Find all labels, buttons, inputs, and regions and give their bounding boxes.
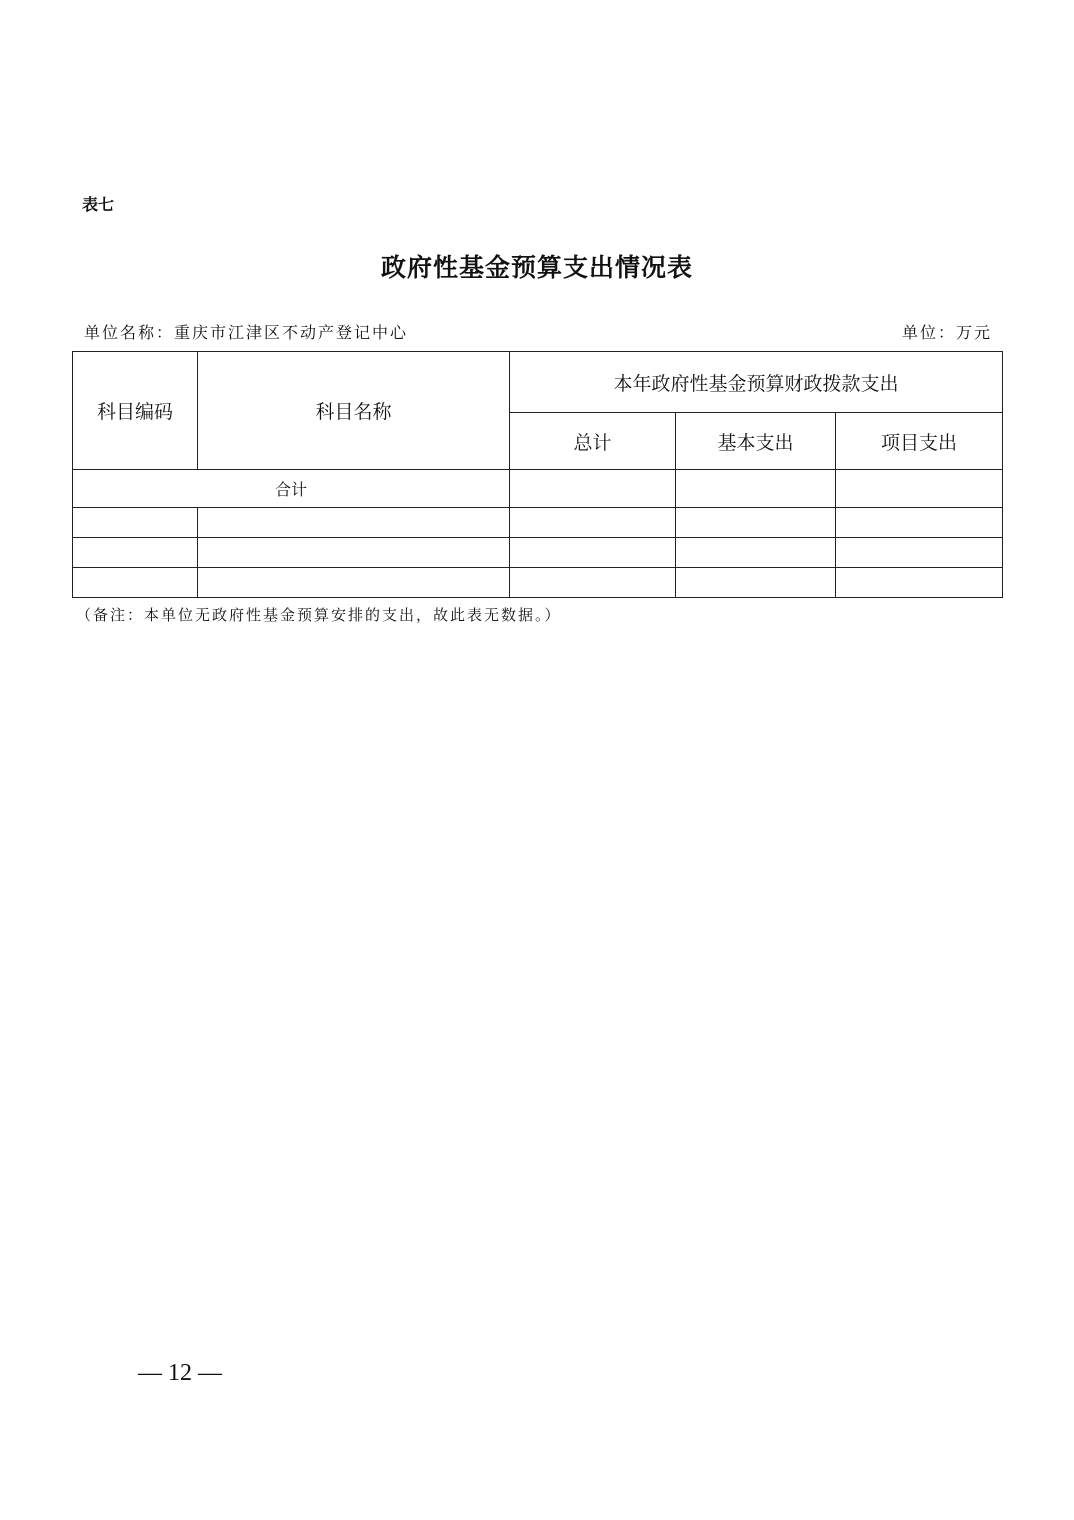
header-basic-expenditure: 基本支出 — [676, 413, 836, 470]
header-subject-name: 科目名称 — [198, 352, 510, 470]
total-row — [73, 470, 1003, 508]
unit-name: 单位名称：重庆市江津区不动产登记中心 — [84, 323, 409, 342]
row-project — [836, 538, 1003, 568]
row-code — [73, 568, 198, 598]
header-project-expenditure: 项目支出 — [836, 413, 1003, 470]
row-name — [198, 568, 510, 598]
total-row-label: 合计 — [73, 470, 510, 508]
header-expenditure-group: 本年政府性基金预算财政拨款支出 — [510, 352, 1003, 413]
row-project — [836, 508, 1003, 538]
footnote: （备注：本单位无政府性基金预算安排的支出，故此表无数据。） — [76, 606, 562, 624]
header-total: 总计 — [510, 413, 676, 470]
row-project — [836, 568, 1003, 598]
header-subject-code: 科目编码 — [73, 352, 198, 470]
unit-currency: 单位：万元 — [901, 323, 992, 342]
row-total — [510, 508, 676, 538]
total-row-project — [836, 470, 1003, 508]
row-basic — [676, 508, 836, 538]
table-label: 表七 — [82, 195, 115, 214]
document-title: 政府性基金预算支出情况表 — [380, 253, 693, 282]
row-name — [198, 538, 510, 568]
row-name — [198, 508, 510, 538]
row-code — [73, 508, 198, 538]
row-total — [510, 568, 676, 598]
total-row-total — [510, 470, 676, 508]
table-header-row — [73, 352, 1003, 413]
table-row — [73, 538, 1003, 568]
row-basic — [676, 538, 836, 568]
row-total — [510, 538, 676, 568]
table-row — [73, 508, 1003, 538]
page-number: — 12 — — [138, 1360, 222, 1386]
row-basic — [676, 568, 836, 598]
table-row — [73, 568, 1003, 598]
budget-table — [72, 351, 1003, 598]
total-row-basic — [676, 470, 836, 508]
row-code — [73, 538, 198, 568]
